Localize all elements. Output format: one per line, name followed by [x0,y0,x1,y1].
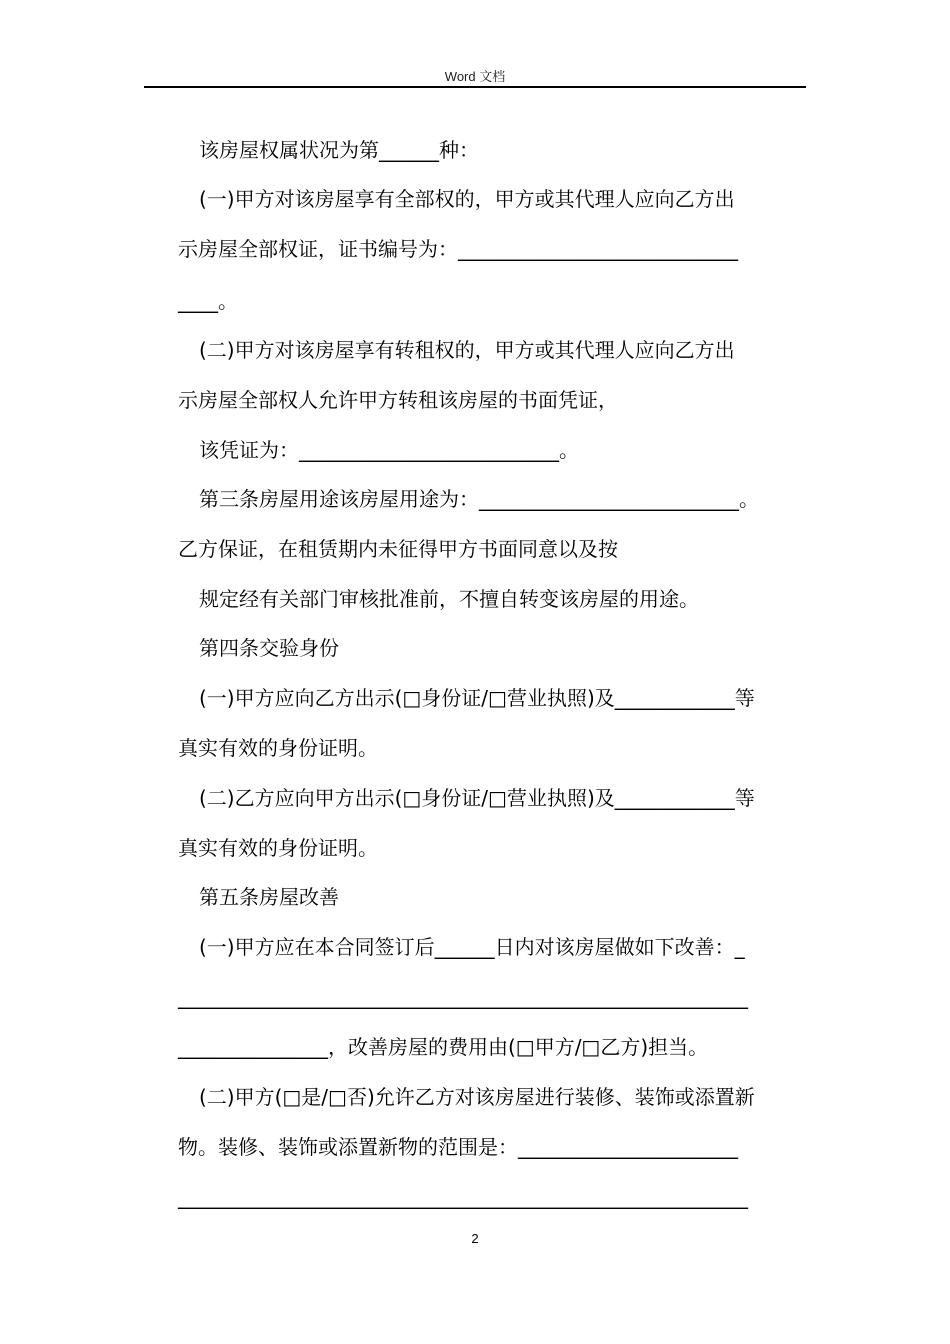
paragraph-line: 第三条房屋用途该房屋用途为：__________________________。 [199,487,759,511]
paragraph-line: 该凭证为：__________________________。 [199,438,579,462]
paragraph-line: 示房屋全部权证，证书编号为：____________________________ [178,237,738,261]
paragraph-line: 该房屋权属状况为第______种： [199,138,479,162]
paragraph-line: (一)甲方对该房屋享有全部权的，甲方或其代理人应向乙方出 [199,187,735,211]
paragraph-line: 真实有效的身份证明。 [178,836,378,860]
document-header: Word 文档 [444,69,506,84]
paragraph-line: (二)甲方对该房屋享有转租权的，甲方或其代理人应向乙方出 [199,338,735,362]
paragraph-line: (二)甲方(□是/□否)允许乙方对该房屋进行装修、装饰或添置新 [199,1085,755,1109]
paragraph-line: 规定经有关部门审核批准前，不擅自转变该房屋的用途。 [199,587,699,611]
header-divider [144,86,806,88]
paragraph-line: 物。装修、装饰或添置新物的范围是：______________________ [178,1135,738,1159]
paragraph-line: _______________，改善房屋的费用由(□甲方/□乙方)担当。 [178,1035,709,1059]
section-heading: 第四条交验身份 [199,636,339,660]
paragraph-line: (二)乙方应向甲方出示(□身份证/□营业执照)及____________等 [199,786,755,810]
page-number: 2 [471,1231,479,1246]
paragraph-line: 示房屋全部权人允许甲方转租该房屋的书面凭证， [178,388,618,412]
paragraph-line: ____。 [178,289,238,313]
section-heading: 第五条房屋改善 [199,885,339,909]
paragraph-line: (一)甲方应向乙方出示(□身份证/□营业执照)及____________等 [199,686,755,710]
paragraph-line: 乙方保证，在租赁期内未征得甲方书面同意以及按 [178,537,618,561]
paragraph-line: 真实有效的身份证明。 [178,736,378,760]
blank-fill-line: _________________________________________________________ [178,985,748,1009]
blank-fill-line: _________________________________________________________ [178,1185,748,1209]
paragraph-line: (一)甲方应在本合同签订后______日内对该房屋做如下改善：_ [199,935,745,959]
